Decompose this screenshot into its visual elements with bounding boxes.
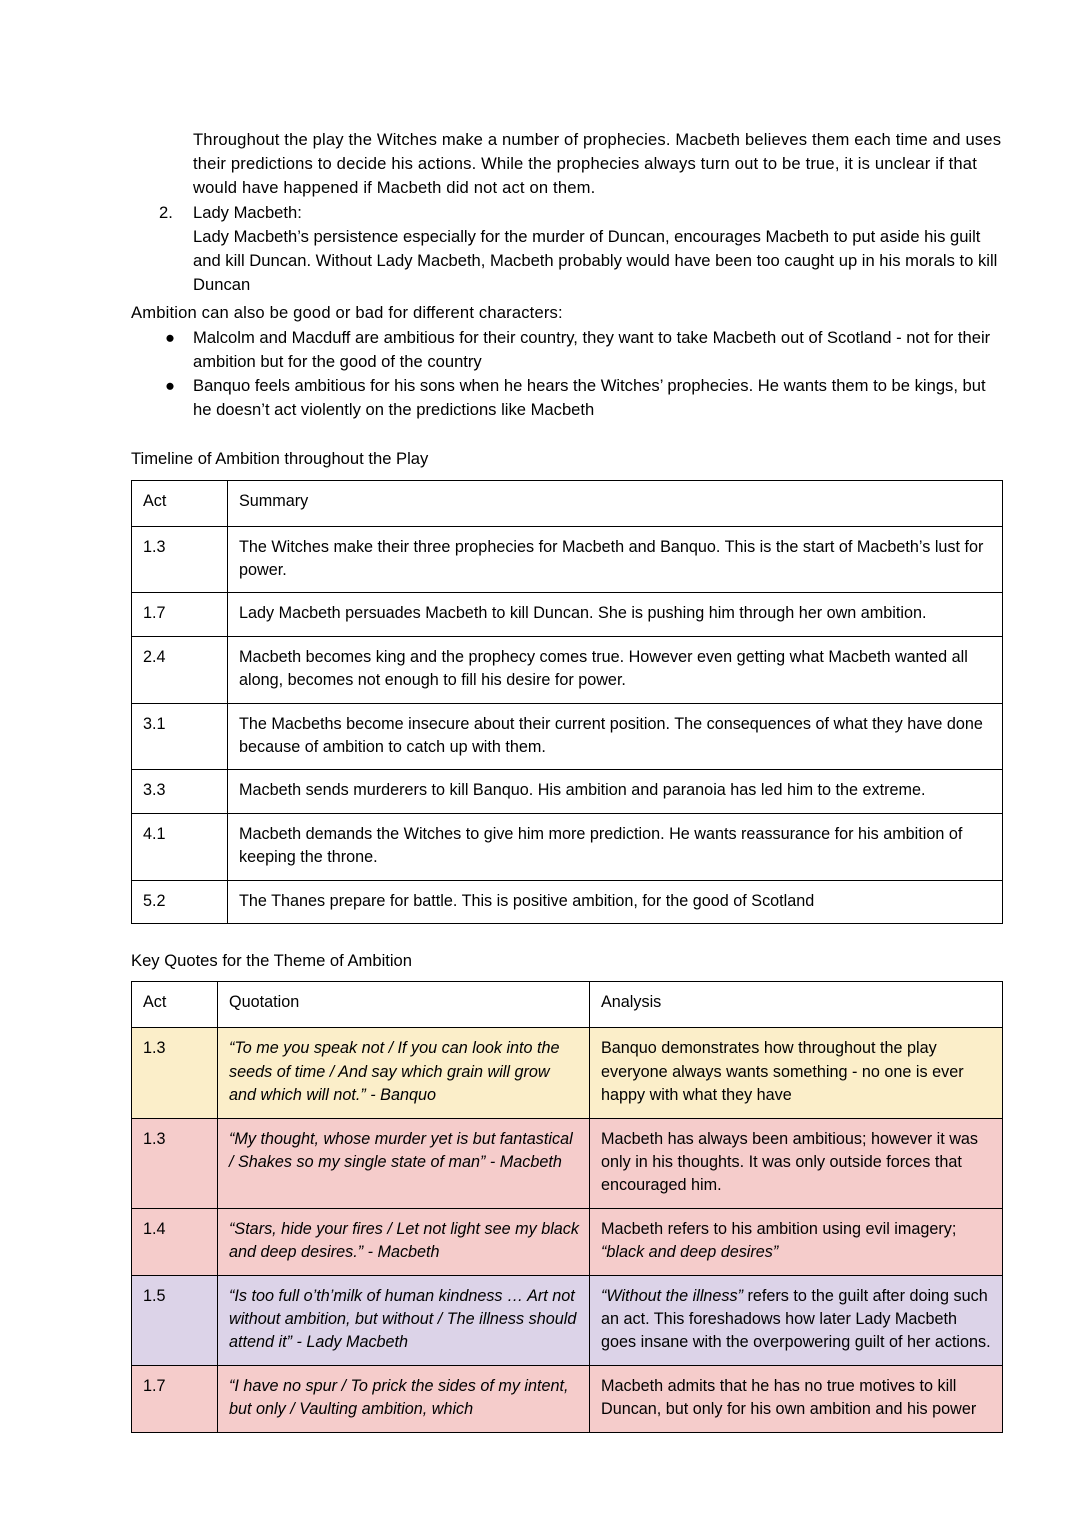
intro-paragraph: Throughout the play the Witches make a number of prophecies. Macbeth believes them each time and uses their predictions to decide his actions. While the prophecies always turn out to be true, it is unclear if that would have happened if Macbeth did not act on them. xyxy=(193,130,1002,198)
analysis-text: Macbeth has always been ambitious; however it was only in his thoughts. It was only outside forces that encouraged him. xyxy=(601,1129,978,1195)
table-row xyxy=(132,593,1003,636)
quotes-table-body xyxy=(132,982,1003,1432)
cell-act: 1.3 xyxy=(132,526,228,593)
document-content xyxy=(131,128,1003,1433)
analysis-text: refers to the guilt after doing such an act. This foreshadows how later Lady Macbeth goes insane with the overpowering guilt of her actions. xyxy=(601,1286,991,1352)
cell-quotation: “To me you speak not / If you can look into the seeds of time / And say which grain will grow and which will not.” - Banquo xyxy=(218,1028,590,1118)
bullet-icon: ● xyxy=(165,327,176,347)
table-row xyxy=(132,703,1003,770)
column-header-summary: Summary xyxy=(228,480,1003,526)
cell-quotation: “Is too full o’th’milk of human kindness … Art not without ambition, but without / The illness should attend it” - Lady Macbeth xyxy=(218,1275,590,1365)
timeline-table-caption: Timeline of Ambition throughout the Play xyxy=(131,449,429,469)
cell-analysis xyxy=(590,1365,1003,1432)
cell-summary: Lady Macbeth persuades Macbeth to kill Duncan. She is pushing him through her own ambition. xyxy=(228,593,1003,636)
intro-paragraph-block xyxy=(193,128,1003,201)
cell-analysis xyxy=(590,1275,1003,1365)
cell-act: 5.2 xyxy=(132,880,228,923)
table-row xyxy=(132,770,1003,813)
cell-summary: Macbeth becomes king and the prophecy comes true. However even getting what Macbeth wanted all along, becomes not enough to fill his desire for power. xyxy=(228,636,1003,703)
cell-act: 1.7 xyxy=(132,593,228,636)
cell-summary: The Thanes prepare for battle. This is positive ambition, for the good of Scotland xyxy=(228,880,1003,923)
cell-act: 1.3 xyxy=(132,1028,218,1118)
analysis-italic-lead: “Without the illness” xyxy=(601,1286,743,1305)
cell-act: 1.7 xyxy=(132,1365,218,1432)
cell-act: 2.4 xyxy=(132,636,228,703)
analysis-text: Banquo demonstrates how throughout the play everyone always wants something - no one is ever happy with what they have xyxy=(601,1039,964,1105)
cell-summary: Macbeth sends murderers to kill Banquo. His ambition and paranoia has led him to the extreme. xyxy=(228,770,1003,813)
cell-act: 3.3 xyxy=(132,770,228,813)
cell-summary: The Witches make their three prophecies for Macbeth and Banquo. This is the start of Macbeth’s lust for power. xyxy=(228,526,1003,593)
cell-summary: Macbeth demands the Witches to give him more prediction. He wants reassurance for his ambition of keeping the throne. xyxy=(228,813,1003,880)
column-header-act: Act xyxy=(132,982,218,1028)
table-row xyxy=(132,636,1003,703)
cell-analysis xyxy=(590,1028,1003,1118)
analysis-italic-trailing: “black and deep desires” xyxy=(601,1243,779,1262)
cell-act: 1.4 xyxy=(132,1208,218,1275)
table-row xyxy=(132,1208,1003,1275)
timeline-table-body xyxy=(132,480,1003,923)
analysis-text: Macbeth refers to his ambition using evil imagery; xyxy=(601,1219,957,1238)
cell-analysis xyxy=(590,1208,1003,1275)
cell-act: 3.1 xyxy=(132,703,228,770)
cell-quotation: “Stars, hide your fires / Let not light see my black and deep desires.” - Macbeth xyxy=(218,1208,590,1275)
list-item xyxy=(131,374,1003,422)
cell-analysis xyxy=(590,1118,1003,1208)
table-row xyxy=(132,1028,1003,1118)
table-row xyxy=(132,813,1003,880)
table-row xyxy=(132,1275,1003,1365)
list-item xyxy=(131,326,1003,374)
bullet-list xyxy=(131,326,1003,423)
numbered-item-heading: Lady Macbeth: xyxy=(193,202,302,222)
cell-act: 4.1 xyxy=(132,813,228,880)
list-item-text: Banquo feels ambitious for his sons when he hears the Witches’ prophecies. He wants them to be kings, but he doesn’t act violently on the predictions like Macbeth xyxy=(193,376,986,420)
table-header-row xyxy=(132,480,1003,526)
list-number-marker: 2. xyxy=(159,202,173,222)
numbered-item-body: Lady Macbeth’s persistence especially for the murder of Duncan, encourages Macbeth to put aside his guilt and kill Duncan. Without Lady Macbeth, Macbeth probably would have been too caught up in his morals to kill Duncan xyxy=(193,226,998,295)
cell-act: 1.3 xyxy=(132,1118,218,1208)
table-row xyxy=(132,880,1003,923)
column-header-quotation: Quotation xyxy=(218,982,590,1028)
table-row xyxy=(132,1118,1003,1208)
quotes-table-clip xyxy=(131,981,1003,1432)
quotes-table xyxy=(131,981,1003,1432)
cell-quotation: “My thought, whose murder yet is but fantastical / Shakes so my single state of man” - Macbeth xyxy=(218,1118,590,1208)
quotes-table-caption: Key Quotes for the Theme of Ambition xyxy=(131,951,413,971)
table-header-row xyxy=(132,982,1003,1028)
lead-in-text: Ambition can also be good or bad for different characters: xyxy=(131,303,563,323)
timeline-table xyxy=(131,480,1003,924)
numbered-list-item-2 xyxy=(131,201,1003,298)
list-item-text: Malcolm and Macduff are ambitious for their country, they want to take Macbeth out of Scotland - not for their ambition but for the good of the country xyxy=(193,327,991,371)
cell-summary: The Macbeths become insecure about their current position. The consequences of what they have done because of ambition to catch up with them. xyxy=(228,703,1003,770)
column-header-analysis: Analysis xyxy=(590,982,1003,1028)
cell-act: 1.5 xyxy=(132,1275,218,1365)
table-row xyxy=(132,1365,1003,1432)
bullet-icon: ● xyxy=(165,376,176,396)
cell-quotation: “I have no spur / To prick the sides of my intent, but only / Vaulting ambition, which xyxy=(218,1365,590,1432)
analysis-text: Macbeth admits that he has no true motives to kill Duncan, but only for his own ambition and his power xyxy=(601,1376,977,1419)
table-row xyxy=(132,526,1003,593)
column-header-act: Act xyxy=(132,480,228,526)
